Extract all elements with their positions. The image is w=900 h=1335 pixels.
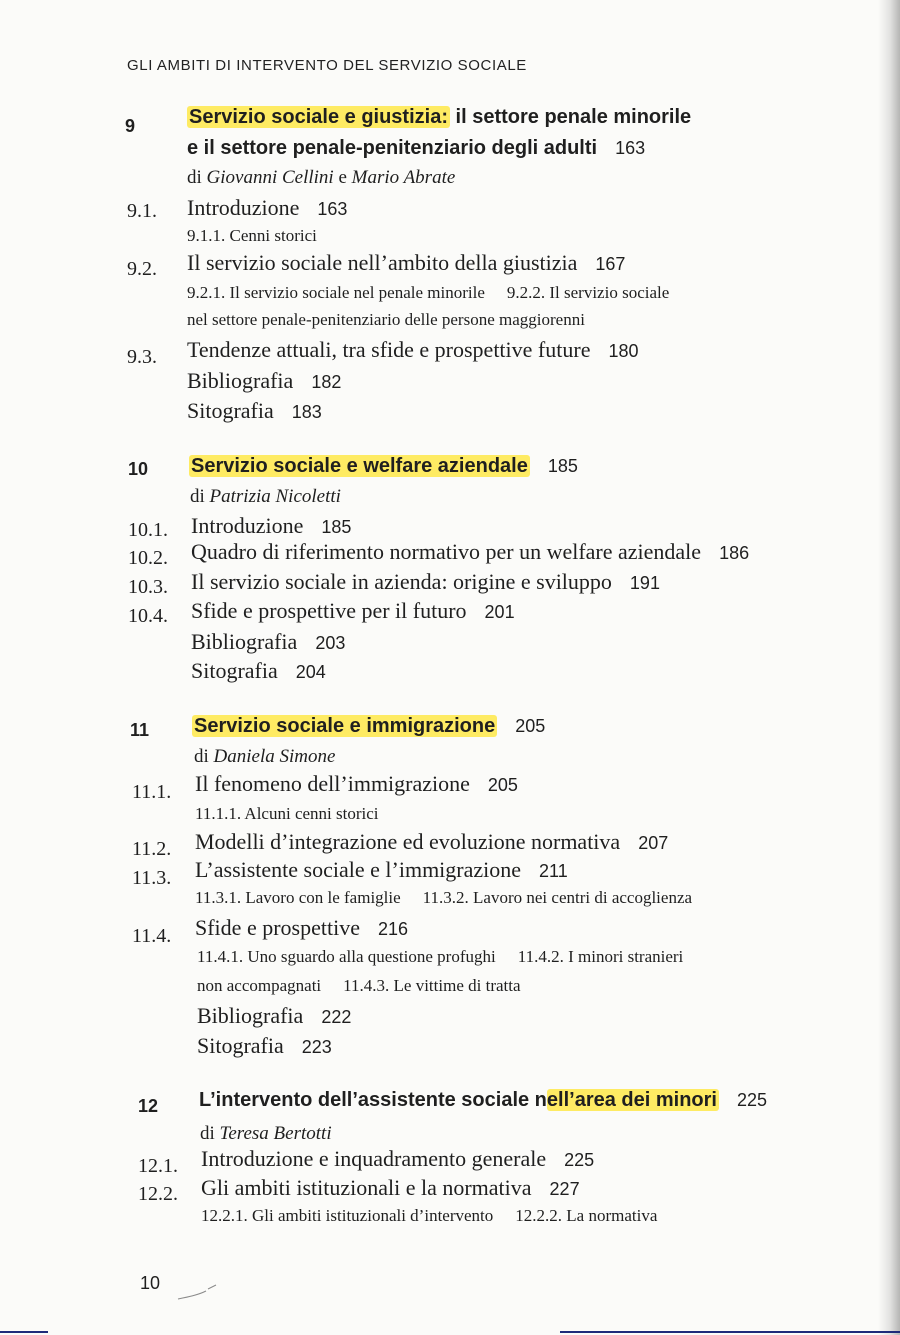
section-num: 9.2. (127, 258, 157, 280)
toc-entry[interactable] (191, 569, 660, 595)
chapter-11-page: 205 (515, 716, 546, 736)
toc-entry-title: Bibliografia (197, 1003, 304, 1028)
toc-entry-page: 227 (549, 1179, 580, 1199)
bibliografia-entry[interactable] (197, 1003, 351, 1029)
chapter-12-title[interactable] (199, 1084, 767, 1116)
running-head: GLI AMBITI DI INTERVENTO DEL SERVIZIO SOCIALE (127, 57, 527, 74)
author-prefix: di (187, 167, 202, 188)
author-name: Teresa Bertotti (219, 1123, 332, 1144)
toc-entry[interactable] (201, 1175, 580, 1201)
toc-entry-title: L’assistente sociale e l’immigrazione (195, 857, 522, 882)
page-edge-shadow (878, 0, 900, 1335)
subsection-line[interactable] (195, 888, 692, 908)
section-num: 11.2. (132, 838, 172, 860)
section-num: 10.4. (128, 605, 168, 627)
toc-entry-page: 183 (291, 402, 322, 422)
subsection-line[interactable] (187, 283, 669, 303)
chapter-9-title-rest: il settore penale minorile (449, 106, 692, 128)
toc-entry-title: Introduzione e inquadramento generale (201, 1146, 547, 1171)
toc-entry[interactable] (191, 539, 749, 565)
toc-entry-title: Il fenomeno dell’immigrazione (195, 771, 470, 796)
sitografia-entry[interactable] (187, 398, 322, 424)
chapter-11-title-highlight: Servizio sociale e immigrazione (194, 715, 496, 737)
toc-entry-title: Introduzione (187, 195, 300, 220)
chapter-9-title-line2-text: e il settore penale-penitenziario degli adulti (187, 137, 598, 159)
toc-entry-page: 167 (595, 254, 626, 274)
chapter-12-author (200, 1123, 332, 1145)
author-prefix: di (194, 746, 209, 767)
subsection-line[interactable] (197, 976, 521, 996)
subsection-entry: 9.1.1. Cenni storici (187, 226, 317, 245)
section-num: 10.1. (128, 519, 168, 541)
chapter-11-title[interactable] (192, 710, 545, 742)
toc-entry-page: 216 (377, 919, 409, 939)
subsection-entry: 11.1.1. Alcuni cenni storici (195, 804, 379, 823)
toc-entry-title: Bibliografia (187, 368, 294, 393)
chapter-12-title-plain: L’intervento dell’assistente sociale n (199, 1089, 547, 1111)
section-num: 10.2. (128, 547, 168, 569)
section-num: 11.4. (132, 925, 172, 947)
toc-entry-page: 163 (317, 199, 348, 219)
chapter-9-title[interactable] (187, 101, 691, 133)
toc-entry-title: Introduzione (191, 513, 304, 538)
section-num: 12.1. (138, 1155, 178, 1177)
toc-entry-page: 211 (539, 861, 568, 881)
section-num: 11.3. (132, 867, 172, 889)
toc-entry-page: 223 (301, 1037, 332, 1057)
toc-entry[interactable] (201, 1146, 594, 1172)
toc-entry-title: Sitografia (187, 398, 274, 423)
subsection-entry: nel settore penale-penitenziario delle persone maggiorenni (187, 310, 585, 329)
subsection-line[interactable] (187, 226, 317, 246)
author-prefix: di (200, 1123, 215, 1144)
toc-entry-title: Sfide e prospettive (195, 915, 360, 940)
toc-entry[interactable] (187, 195, 347, 221)
bibliografia-entry[interactable] (187, 368, 341, 394)
chapter-11-author (194, 746, 335, 768)
page-number: 10 (140, 1273, 161, 1293)
toc-entry-title: Sfide e prospettive per il futuro (191, 598, 467, 623)
subsection-entry: 12.2.2. La normativa (515, 1206, 658, 1225)
chapter-9-number: 9 (125, 116, 136, 136)
author-conjunction: e (338, 167, 347, 188)
subsection-entry: 11.3.2. Lavoro nei centri di accoglienza (422, 888, 693, 907)
toc-entry[interactable] (187, 337, 639, 363)
toc-entry-page: 191 (629, 573, 660, 593)
sitografia-entry[interactable] (197, 1033, 332, 1059)
toc-entry[interactable] (195, 915, 408, 941)
toc-entry-page: 203 (315, 633, 346, 653)
toc-entry-title: Sitografia (191, 658, 278, 683)
toc-entry-page: 180 (608, 341, 639, 361)
subsection-line[interactable] (197, 947, 683, 967)
subsection-entry: 9.2.2. Il servizio sociale (506, 283, 670, 302)
toc-entry-title: Modelli d’integrazione ed evoluzione normativa (195, 829, 621, 854)
toc-entry-page: 222 (321, 1007, 352, 1027)
toc-entry[interactable] (191, 513, 351, 539)
section-num: 9.1. (127, 200, 157, 222)
section-num: 10.3. (128, 576, 168, 598)
toc-entry[interactable] (187, 250, 625, 276)
toc-entry-page: 186 (719, 543, 750, 563)
subsection-line[interactable] (187, 310, 585, 330)
toc-entry[interactable] (191, 598, 515, 624)
toc-entry-title: Gli ambiti istituzionali e la normativa (201, 1175, 532, 1200)
subsection-entry: non accompagnati (197, 976, 322, 995)
toc-entry-title: Tendenze attuali, tra sfide e prospettive future (187, 337, 591, 362)
chapter-11-number: 11 (130, 720, 150, 740)
subsection-line[interactable] (195, 804, 379, 824)
pencil-mark-icon (176, 1283, 226, 1303)
toc-entry[interactable] (195, 829, 668, 855)
chapter-10-number: 10 (128, 459, 149, 479)
toc-entry-page: 225 (564, 1150, 595, 1170)
toc-entry-title: Il servizio sociale in azienda: origine e sviluppo (191, 569, 612, 594)
author-name: Daniela Simone (213, 746, 336, 767)
toc-entry-page: 204 (295, 662, 326, 682)
chapter-12-title-highlight: ell’area dei minori (546, 1089, 717, 1111)
subsection-entry: 11.4.1. Uno sguardo alla questione profughi (197, 947, 496, 966)
toc-entry-title: Bibliografia (191, 629, 298, 654)
bibliografia-entry[interactable] (191, 629, 345, 655)
chapter-12-number: 12 (138, 1096, 159, 1116)
chapter-10-title-highlight: Servizio sociale e welfare aziendale (191, 455, 528, 477)
toc-entry-title: Quadro di riferimento normativo per un welfare aziendale (191, 539, 702, 564)
author-prefix: di (190, 486, 205, 507)
author-name: Mario Abrate (351, 167, 456, 188)
subsection-entry: 11.4.3. Le vittime di tratta (343, 976, 521, 995)
toc-entry-page: 207 (638, 833, 669, 853)
chapter-10-page: 185 (547, 456, 578, 476)
chapter-9-title-highlight: Servizio sociale e giustizia: (189, 106, 448, 128)
toc-entry-page: 185 (321, 517, 352, 537)
author-name: Giovanni Cellini (206, 167, 334, 188)
toc-entry-title: Sitografia (197, 1033, 284, 1058)
sitografia-entry[interactable] (191, 658, 326, 684)
subsection-line[interactable] (201, 1206, 657, 1226)
chapter-12-page: 225 (736, 1090, 768, 1110)
subsection-entry: 11.3.1. Lavoro con le famiglie (195, 888, 401, 907)
subsection-entry: 9.2.1. Il servizio sociale nel penale minorile (187, 283, 485, 302)
page-bottom-edge (560, 1331, 900, 1333)
subsection-entry: 12.2.1. Gli ambiti istituzionali d’intervento (201, 1206, 494, 1225)
section-num: 12.2. (138, 1183, 178, 1205)
toc-entry-page: 205 (487, 775, 518, 795)
section-num: 11.1. (132, 781, 172, 803)
toc-entry-page: 201 (484, 602, 515, 622)
section-num: 9.3. (127, 346, 157, 368)
subsection-entry: 11.4.2. I minori stranieri (517, 947, 684, 966)
toc-entry[interactable] (195, 771, 518, 797)
chapter-10-author (190, 486, 341, 508)
chapter-9-title-line2[interactable] (187, 132, 645, 164)
author-name: Patrizia Nicoletti (209, 486, 341, 507)
toc-entry[interactable] (195, 857, 568, 883)
toc-entry-title: Il servizio sociale nell’ambito della giustizia (187, 250, 578, 275)
chapter-9-authors (187, 167, 455, 189)
toc-entry-page: 182 (311, 372, 342, 392)
page-bottom-edge (0, 1331, 48, 1333)
chapter-10-title[interactable] (189, 450, 578, 482)
chapter-9-page: 163 (615, 138, 646, 158)
